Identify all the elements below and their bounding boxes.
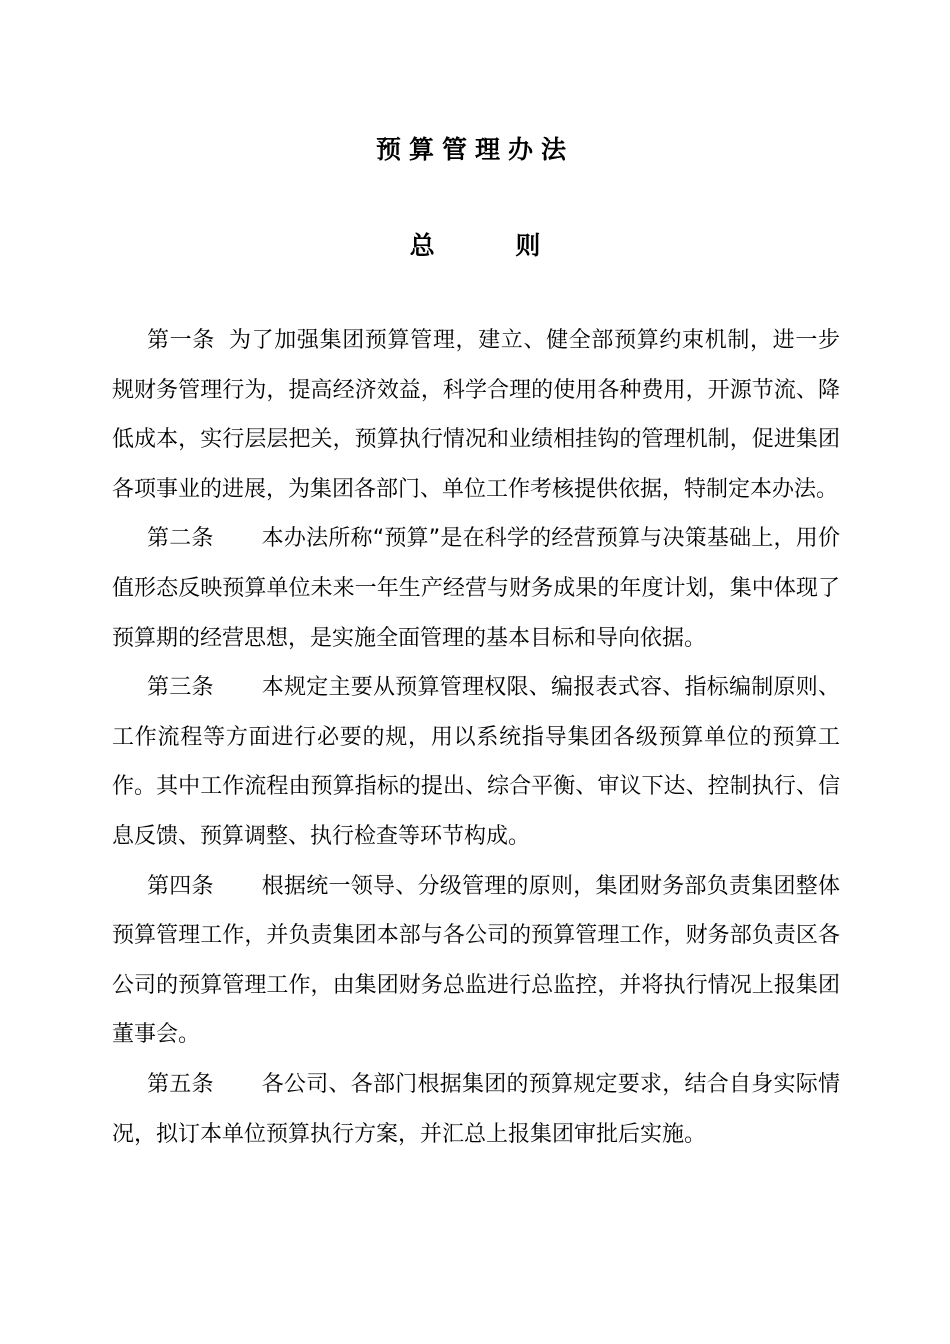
article-text: 根据统一领导、分级管理的原则，集团财务部负责集团整体预算管理工作，并负责集团本部与各公司的预算管理工作，财务部负责区各公司的预算管理工作，由集团财务总监进行总监控，并将执行情况上报集团董事会。 (112, 873, 840, 1048)
article-number: 第二条 (147, 526, 214, 552)
article-3 (112, 663, 840, 861)
document-title: 预算管理办法 (375, 135, 574, 164)
section-title: 总 则 (409, 231, 577, 260)
article-2 (112, 514, 840, 663)
article-number: 第四条 (147, 873, 214, 899)
article-1 (112, 316, 840, 514)
article-text: 各公司、各部门根据集团的预算规定要求，结合自身实际情况，拟订本单位预算执行方案，并汇总上报集团审批后实施。 (112, 1071, 840, 1147)
article-text: 本规定主要从预算管理权限、编报表式容、指标编制原则、工作流程等方面进行必要的规，用以系统指导集团各级预算单位的预算工作。其中工作流程由预算指标的提出、综合平衡、审议下达、控制执行、信息反馈、预算调整、执行检查等环节构成。 (112, 675, 840, 849)
article-number: 第五条 (147, 1071, 214, 1097)
article-text: 为了加强集团预算管理，建立、健全部预算约束机制，进一步规财务管理行为，提高经济效益，科学合理的使用各种费用，开源节流、降低成本，实行层层把关，预算执行情况和业绩相挂钩的管理机制，促进集团各项事业的进展，为集团各部门、单位工作考核提供依据，特制定本办法。 (112, 328, 840, 502)
article-4 (112, 862, 840, 1060)
article-number: 第三条 (147, 675, 214, 701)
article-number: 第一条 (147, 328, 215, 353)
article-5 (112, 1060, 840, 1159)
document-body (112, 316, 840, 1159)
article-text: 本办法所称“预算”是在科学的经营预算与决策基础上，用价值形态反映预算单位未来一年生产经营与财务成果的年度计划，集中体现了预算期的经营思想，是实施全面管理的基本目标和导向依据。 (112, 526, 840, 651)
